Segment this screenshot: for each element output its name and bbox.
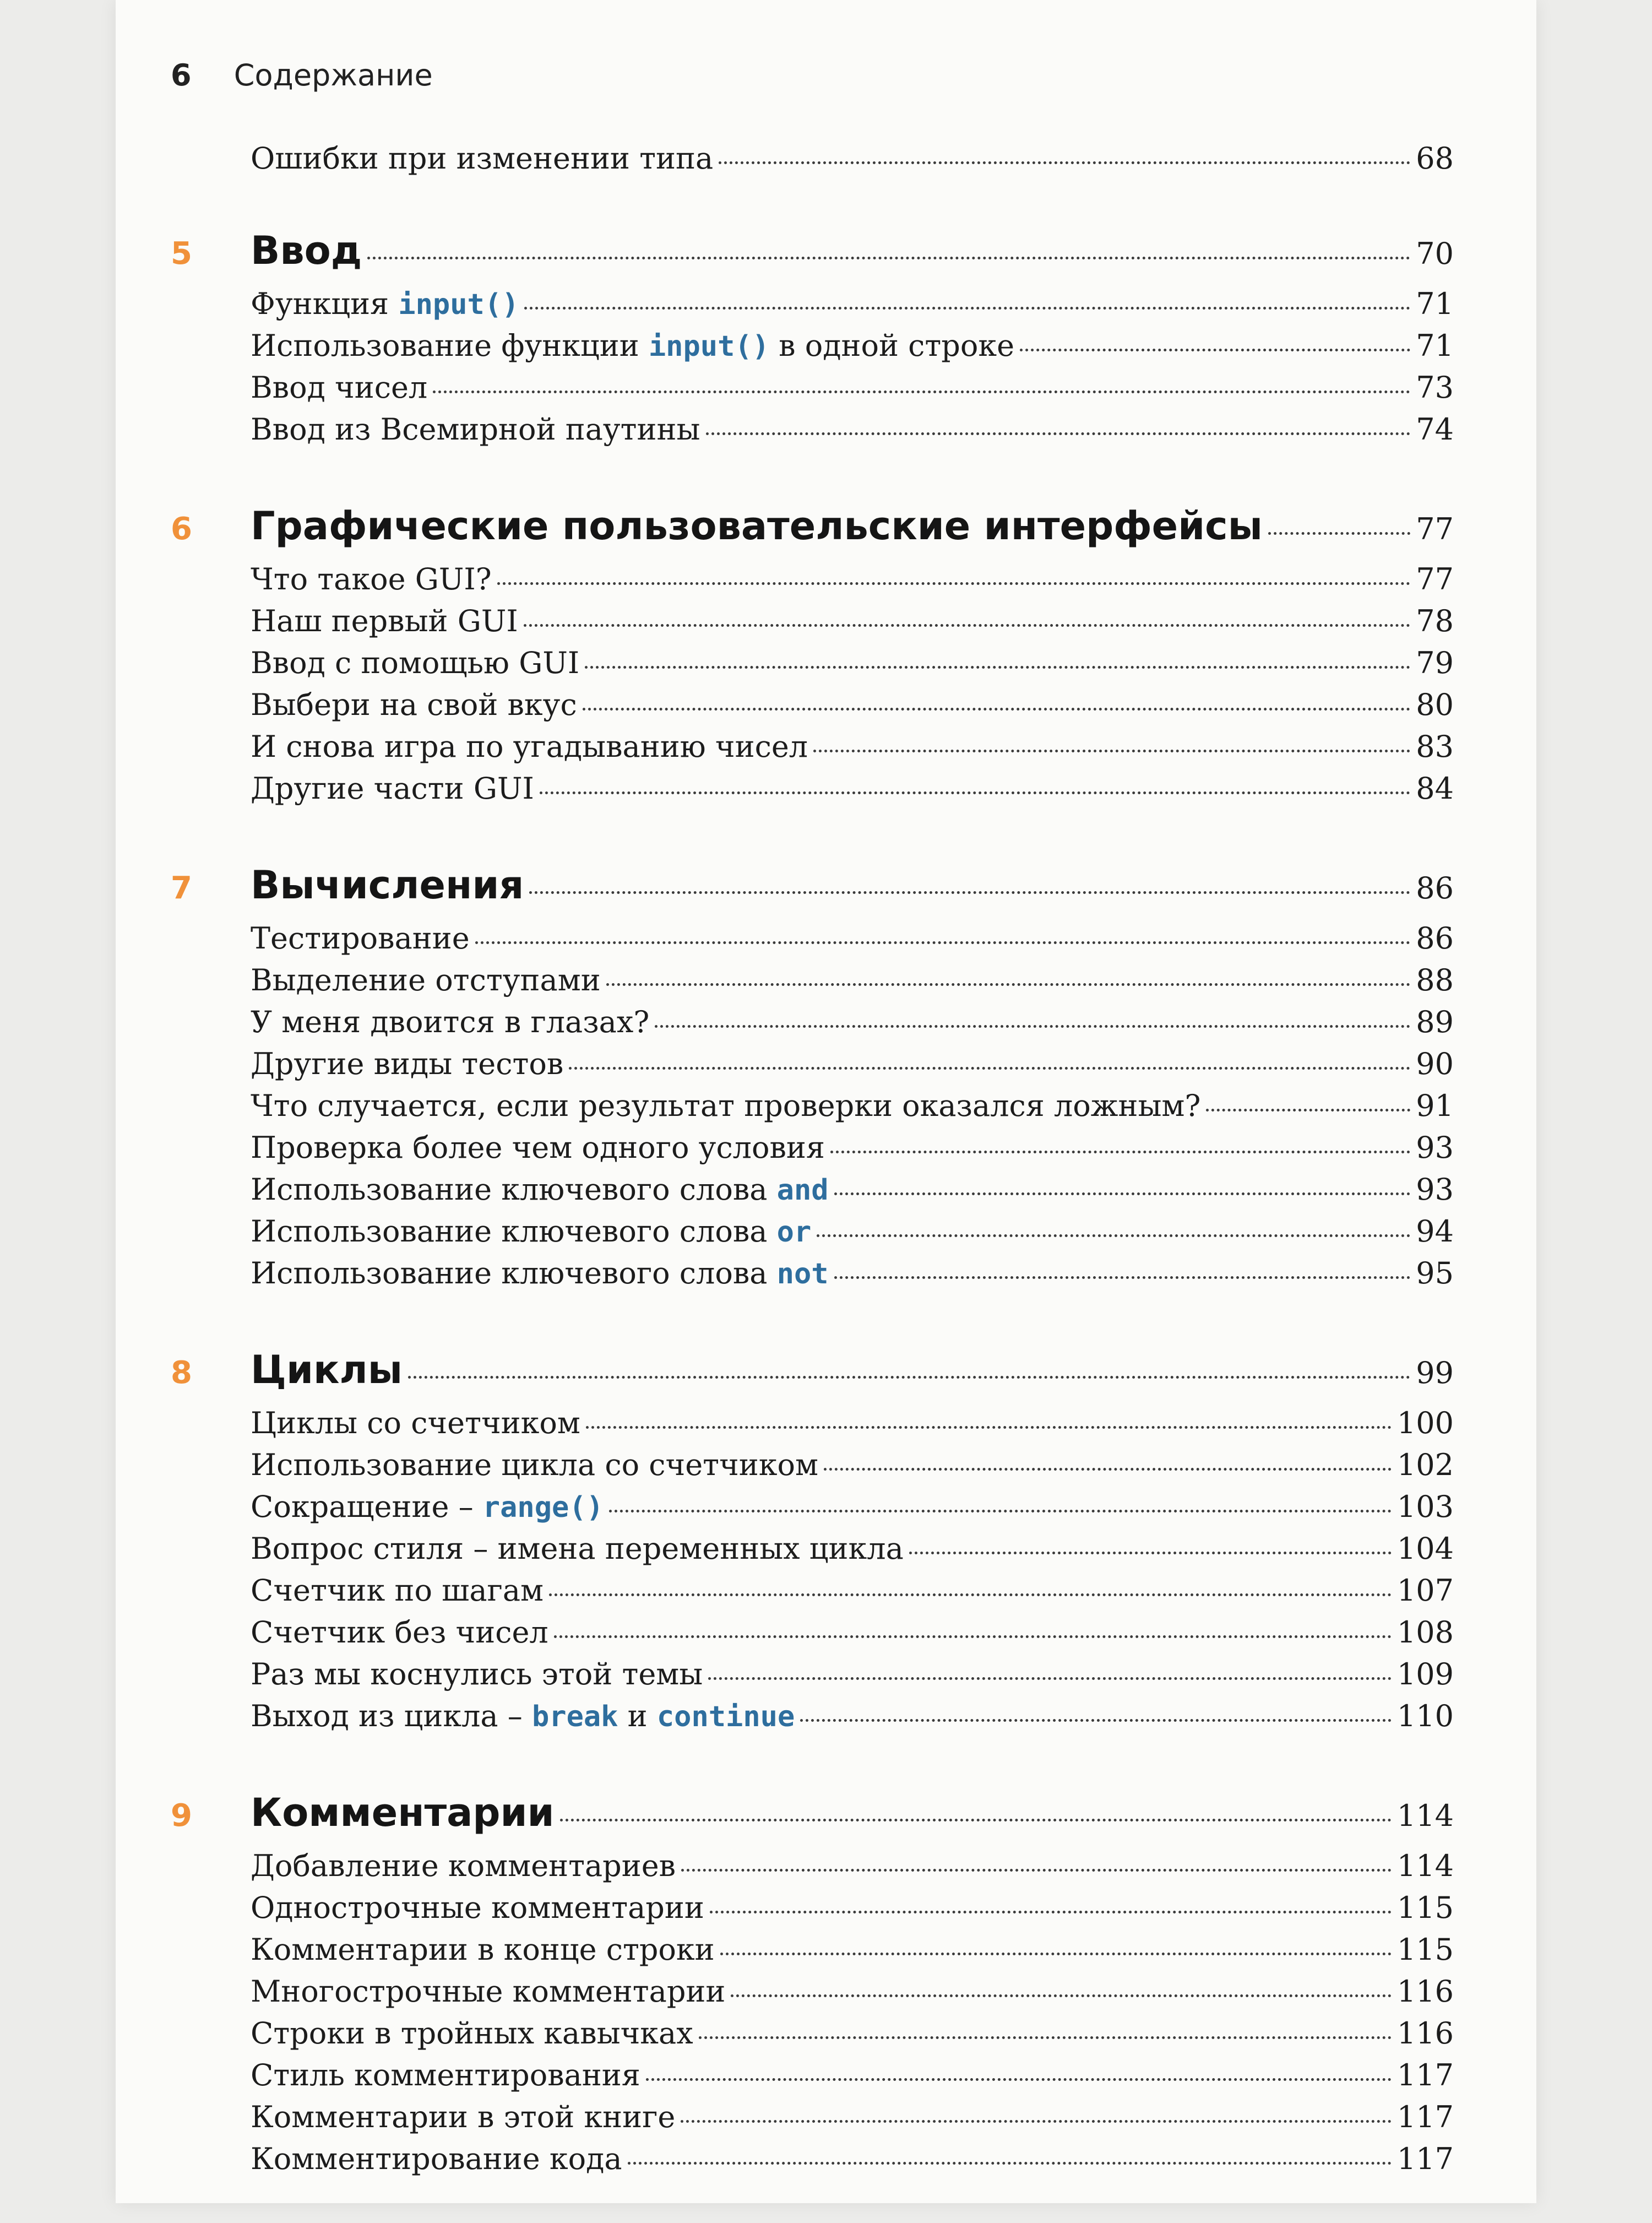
entry-title <box>251 1971 725 2013</box>
entry-title-text: Раз мы коснулись этой темы <box>251 1657 703 1691</box>
entry-title <box>251 1570 544 1612</box>
toc-entry[interactable] <box>171 1929 1454 1971</box>
page-number: 6 <box>171 58 192 93</box>
entry-title <box>251 1929 715 1971</box>
page-ref: 71 <box>1416 286 1454 321</box>
toc-entry[interactable] <box>171 325 1454 367</box>
dot-leader <box>554 1635 1392 1638</box>
entry-title-text: Использование ключевого слова <box>251 1256 777 1291</box>
page-ref: 114 <box>1396 1848 1454 1883</box>
page-ref: 93 <box>1416 1172 1454 1207</box>
entry-title <box>251 325 1014 367</box>
entry-title <box>251 1169 829 1211</box>
dot-leader <box>909 1552 1392 1554</box>
dot-leader <box>706 432 1411 435</box>
entry-title-text: Счетчик без чисел <box>251 1615 548 1650</box>
page-ref: 89 <box>1416 1005 1454 1039</box>
entry-title <box>251 1043 563 1085</box>
dot-leader <box>524 624 1411 627</box>
dot-leader <box>1020 349 1410 351</box>
entry-title <box>251 1402 580 1444</box>
entry-title <box>251 1085 1200 1127</box>
code-keyword: break <box>531 1700 618 1733</box>
dot-leader <box>824 1468 1392 1471</box>
page-ref: 68 <box>1416 141 1454 176</box>
dot-leader <box>586 1426 1392 1429</box>
dot-leader <box>475 941 1411 944</box>
page-ref: 95 <box>1416 1256 1454 1291</box>
entry-title <box>251 1001 649 1043</box>
code-keyword: or <box>776 1216 812 1249</box>
page-ref: 100 <box>1396 1406 1454 1440</box>
dot-leader <box>540 791 1410 794</box>
dot-leader <box>524 307 1410 310</box>
page-ref: 71 <box>1416 328 1454 363</box>
toc-entry[interactable] <box>171 1570 1454 1612</box>
entry-title <box>251 1845 676 1887</box>
page-ref: 116 <box>1396 1974 1454 2009</box>
entry-title <box>251 642 579 684</box>
dot-leader <box>708 1677 1392 1680</box>
entry-title-text: Комментарии в конце строки <box>251 1932 715 1967</box>
dot-leader <box>681 1869 1392 1872</box>
toc-entry[interactable] <box>171 1127 1454 1169</box>
entry-title-text: Наш первый GUI <box>251 604 518 638</box>
dot-leader <box>529 891 1410 894</box>
chapter-heading[interactable] <box>171 218 1454 283</box>
dot-leader <box>731 1994 1392 1997</box>
chapter-page-ref: 86 <box>1416 871 1454 906</box>
entry-title-text: Однострочные комментарии <box>251 1890 704 1925</box>
entry-title-text: Тестирование <box>251 921 470 956</box>
chapter-heading[interactable] <box>171 1780 1454 1845</box>
page-ref: 83 <box>1416 729 1454 764</box>
code-keyword: input() <box>398 288 519 321</box>
dot-leader <box>646 2078 1392 2081</box>
page-ref: 78 <box>1416 604 1454 638</box>
entry-title <box>251 1211 811 1253</box>
toc-entry[interactable] <box>171 959 1454 1001</box>
dot-leader <box>1206 1109 1410 1112</box>
page-ref: 79 <box>1416 646 1454 680</box>
page-ref: 84 <box>1416 771 1454 806</box>
page-ref: 86 <box>1416 921 1454 956</box>
page-ref: 117 <box>1396 2058 1454 2092</box>
page-ref: 93 <box>1416 1130 1454 1165</box>
page-ref: 115 <box>1396 1890 1454 1925</box>
page-ref: 80 <box>1416 687 1454 722</box>
page-ref: 107 <box>1396 1573 1454 1608</box>
entry-title-text: Сокращение – <box>251 1489 483 1524</box>
page-ref: 91 <box>1416 1088 1454 1123</box>
toc-entry[interactable] <box>171 2013 1454 2054</box>
page-ref: 90 <box>1416 1047 1454 1081</box>
toc-entry[interactable] <box>171 600 1454 642</box>
entry-title-text: Комментирование кода <box>251 2141 622 2176</box>
entry-title <box>251 1253 829 1295</box>
entry-title <box>251 684 577 726</box>
chapter-number: 8 <box>171 1355 192 1391</box>
chapter-title: Циклы <box>251 1347 403 1392</box>
chapter-page-ref: 99 <box>1416 1356 1454 1390</box>
page-ref: 103 <box>1396 1489 1454 1524</box>
running-head <box>171 58 433 93</box>
toc-entry[interactable] <box>171 283 1454 325</box>
code-keyword: range() <box>482 1491 604 1524</box>
entry-title-text: Другие части GUI <box>251 771 534 806</box>
page-ref: 73 <box>1416 370 1454 405</box>
dot-leader <box>497 582 1411 585</box>
page-ref: 77 <box>1416 562 1454 597</box>
toc-entry[interactable] <box>171 768 1454 810</box>
code-keyword: input() <box>648 330 770 363</box>
dot-leader <box>560 1819 1392 1821</box>
entry-title-text: Строки в тройных кавычках <box>251 2016 693 2051</box>
toc-entry[interactable] <box>171 1001 1454 1043</box>
table-of-contents <box>171 138 1454 2223</box>
entry-title <box>251 1653 703 1695</box>
entry-title-text: Добавление комментариев <box>251 1848 676 1883</box>
entry-title-text: Выход из цикла – <box>251 1699 532 1733</box>
toc-entry[interactable] <box>171 2054 1454 2096</box>
page-ref: 104 <box>1396 1531 1454 1566</box>
toc-entry[interactable] <box>171 1695 1454 1737</box>
entry-title <box>251 138 713 180</box>
entry-title-text: Комментарии в этой книге <box>251 2100 676 2134</box>
dot-leader <box>408 1376 1410 1379</box>
entry-title-text: Выделение отступами <box>251 963 601 997</box>
entry-title <box>251 918 470 959</box>
chapter-number: 5 <box>171 236 192 272</box>
entry-title-text: Использование цикла со счетчиком <box>251 1447 818 1482</box>
entry-title-text: в одной строке <box>769 328 1015 363</box>
entry-title-text: Ввод чисел <box>251 370 428 405</box>
chapter-number: 7 <box>171 870 192 906</box>
entry-title <box>251 1612 548 1653</box>
entry-title <box>251 1127 825 1169</box>
dot-leader <box>817 1234 1410 1237</box>
toc-entry[interactable] <box>171 2096 1454 2138</box>
toc-entry[interactable] <box>171 726 1454 768</box>
entry-title-text: Что такое GUI? <box>251 562 492 597</box>
toc-entry[interactable] <box>171 1211 1454 1253</box>
toc-entry[interactable] <box>171 138 1454 180</box>
toc-entry[interactable] <box>171 1653 1454 1695</box>
toc-entry[interactable] <box>171 1169 1454 1211</box>
page-ref: 88 <box>1416 963 1454 997</box>
dot-leader <box>1268 532 1410 535</box>
chapter-title: Вычисления <box>251 863 524 908</box>
toc-entry[interactable] <box>171 2138 1454 2180</box>
toc-continuation <box>171 138 1454 180</box>
page-ref: 117 <box>1396 2100 1454 2134</box>
page-ref: 94 <box>1416 1214 1454 1249</box>
page-ref: 116 <box>1396 2016 1454 2051</box>
dot-leader <box>830 1151 1410 1153</box>
dot-leader <box>655 1025 1410 1028</box>
entry-title <box>251 959 601 1001</box>
dot-leader <box>813 750 1410 752</box>
chapter-page-ref: 114 <box>1396 1798 1454 1833</box>
dot-leader <box>628 2162 1392 2165</box>
chapter-block <box>171 218 1454 451</box>
entry-title-text: И снова игра по угадыванию чисел <box>251 729 808 764</box>
code-keyword: not <box>776 1257 829 1291</box>
page-ref: 108 <box>1396 1615 1454 1650</box>
toc-entry[interactable] <box>171 918 1454 959</box>
toc-entry[interactable] <box>171 1887 1454 1929</box>
dot-leader <box>433 391 1410 393</box>
entry-title <box>251 2013 693 2054</box>
chapter-title: Графические пользовательские интерфейсы <box>251 503 1263 549</box>
code-keyword: continue <box>656 1700 795 1733</box>
toc-entry[interactable] <box>171 1971 1454 2013</box>
toc-entry[interactable] <box>171 1253 1454 1294</box>
dot-leader <box>609 1510 1392 1512</box>
dot-leader <box>800 1719 1392 1722</box>
entry-title-text: Проверка более чем одного условия <box>251 1130 825 1165</box>
toc-entry[interactable] <box>171 1085 1454 1127</box>
entry-title-text: Ввод с помощью GUI <box>251 646 580 680</box>
entry-title <box>251 2054 640 2096</box>
dot-leader <box>569 1067 1410 1070</box>
entry-title <box>251 1444 818 1486</box>
dot-leader <box>710 1911 1392 1913</box>
toc-entry[interactable] <box>171 684 1454 726</box>
entry-title-text: и <box>618 1699 657 1733</box>
dot-leader <box>367 257 1410 259</box>
book-page <box>116 0 1536 2203</box>
entry-title-text: Использование ключевого слова <box>251 1214 777 1249</box>
dot-leader <box>720 1953 1392 1955</box>
toc-entry[interactable] <box>171 559 1454 600</box>
entry-title <box>251 1887 704 1929</box>
chapter-title: Ввод <box>251 228 362 273</box>
toc-entry[interactable] <box>171 1043 1454 1085</box>
entry-title-text: Функция <box>251 286 399 321</box>
dot-leader <box>549 1593 1392 1596</box>
entry-title-text: Вопрос стиля – имена переменных цикла <box>251 1531 904 1566</box>
dot-leader <box>834 1276 1411 1279</box>
chapter-block <box>171 1780 1454 2180</box>
chapter-heading[interactable] <box>171 1337 1454 1402</box>
chapter-page-ref: 77 <box>1416 512 1454 546</box>
entry-title <box>251 1486 604 1528</box>
entry-title-text: Ошибки при изменении типа <box>251 141 714 176</box>
toc-entry[interactable] <box>171 1845 1454 1887</box>
dot-leader <box>606 983 1411 986</box>
toc-entry[interactable] <box>171 1402 1454 1444</box>
page-ref: 74 <box>1416 412 1454 447</box>
entry-title-text: У меня двоится в глазах? <box>251 1005 650 1039</box>
chapter-number: 9 <box>171 1798 192 1834</box>
toc-entry[interactable] <box>171 1486 1454 1528</box>
entry-title <box>251 409 700 451</box>
page-ref: 115 <box>1396 1932 1454 1967</box>
toc-entry[interactable] <box>171 1612 1454 1653</box>
entry-title-text: Стиль комментирования <box>251 2058 640 2092</box>
entry-title <box>251 600 518 642</box>
entry-title-text: Другие виды тестов <box>251 1047 564 1081</box>
entry-title <box>251 283 519 326</box>
dot-leader <box>585 666 1410 669</box>
chapter-block <box>171 494 1454 810</box>
page-ref: 109 <box>1396 1657 1454 1691</box>
entry-title <box>251 768 534 810</box>
toc-entry[interactable] <box>171 409 1454 451</box>
chapter-block <box>171 1337 1454 1737</box>
chapter-title: Комментарии <box>251 1790 555 1835</box>
toc-entry[interactable] <box>171 367 1454 409</box>
dot-leader <box>681 2120 1392 2123</box>
page-ref: 102 <box>1396 1447 1454 1482</box>
entry-title <box>251 1695 795 1738</box>
toc-entry[interactable] <box>171 642 1454 684</box>
dot-leader <box>699 2036 1392 2039</box>
entry-title <box>251 559 492 600</box>
entry-title-text: Многострочные комментарии <box>251 1974 726 2009</box>
chapter-page-ref: 70 <box>1416 236 1454 271</box>
dot-leader <box>719 161 1410 164</box>
entry-title <box>251 2138 622 2180</box>
entry-title-text: Выбери на свой вкус <box>251 687 577 722</box>
page-ref: 110 <box>1396 1699 1454 1733</box>
dot-leader <box>583 708 1411 711</box>
entry-title-text: Циклы со счетчиком <box>251 1406 580 1440</box>
entry-title-text: Счетчик по шагам <box>251 1573 544 1608</box>
entry-title-text: Ввод из Всемирной паутины <box>251 412 700 447</box>
entry-title-text: Использование ключевого слова <box>251 1172 777 1207</box>
entry-title <box>251 1528 904 1570</box>
chapter-block <box>171 853 1454 1294</box>
toc-entry[interactable] <box>171 1444 1454 1486</box>
toc-entry[interactable] <box>171 1528 1454 1570</box>
entry-title <box>251 726 808 768</box>
entry-title <box>251 2096 675 2138</box>
dot-leader <box>834 1192 1411 1195</box>
entry-title <box>251 367 427 409</box>
entry-title-text: Использование функции <box>251 328 649 363</box>
page-title: Содержание <box>233 58 433 93</box>
chapter-number: 6 <box>171 511 192 547</box>
code-keyword: and <box>776 1174 829 1207</box>
entry-title-text: Что случается, если результат проверки оказался ложным? <box>251 1088 1201 1123</box>
page-ref: 117 <box>1396 2141 1454 2176</box>
chapter-heading[interactable] <box>171 494 1454 559</box>
chapter-heading[interactable] <box>171 853 1454 918</box>
